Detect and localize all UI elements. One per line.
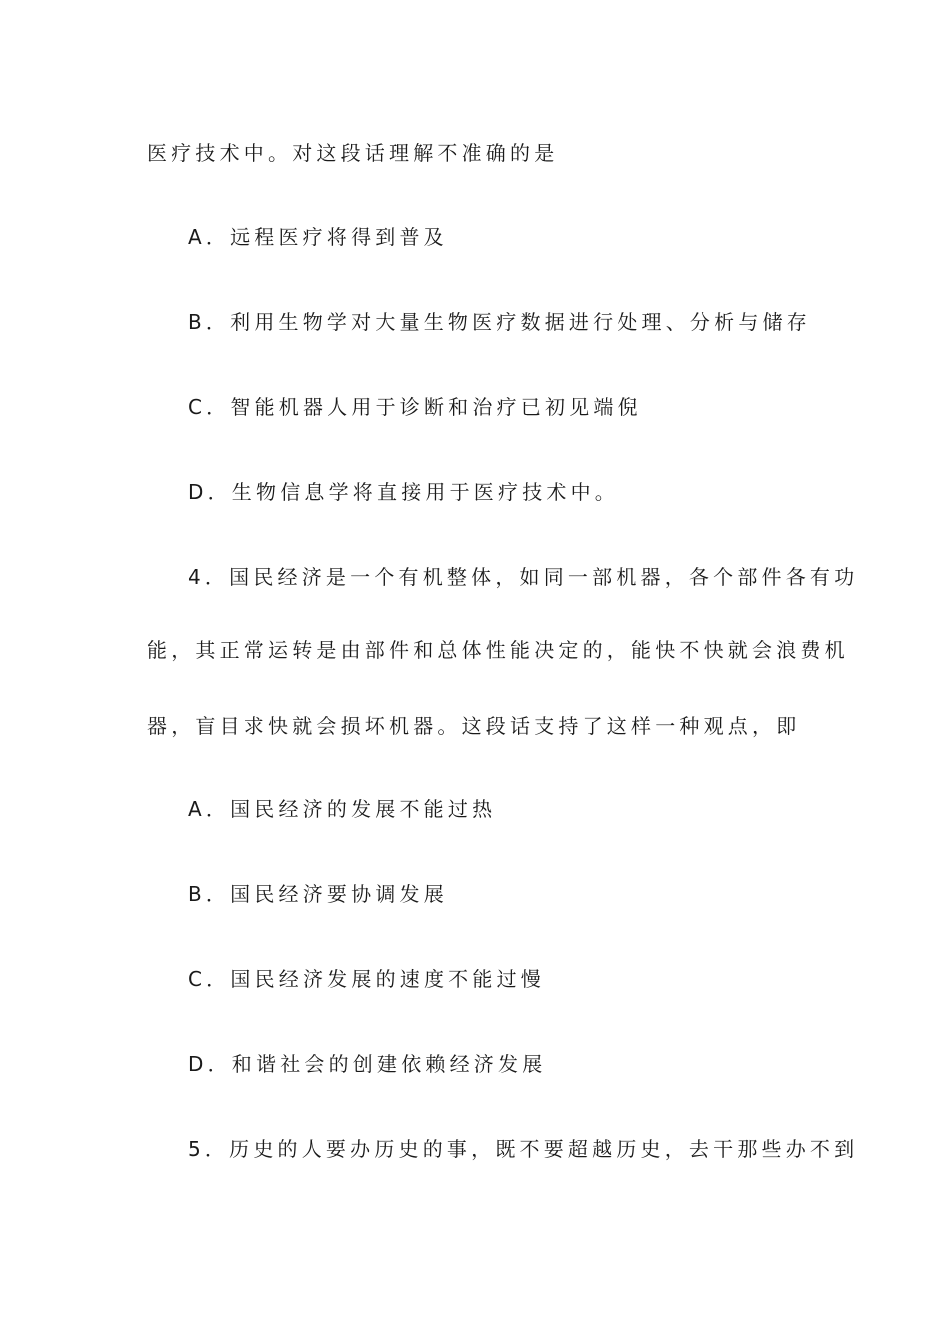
- question-4-stem-line-2: 能，其正常运转是由部件和总体性能决定的，能快不快就会浪费机: [147, 638, 849, 662]
- question-3-option-d: D．生物信息学将直接用于医疗技术中。: [188, 480, 620, 504]
- question-3-option-c: C．智能机器人用于诊断和治疗已初见端倪: [188, 395, 642, 419]
- question-3-option-b: B．利用生物学对大量生物医疗数据进行处理、分析与储存: [188, 310, 811, 334]
- question-3-option-a: A．远程医疗将得到普及: [188, 225, 448, 249]
- question-4-option-b: B．国民经济要协调发展: [188, 882, 448, 906]
- question-3-stem-continuation: 医疗技术中。对这段话理解不准确的是: [147, 141, 559, 165]
- question-4-option-a: A．国民经济的发展不能过热: [188, 797, 497, 821]
- question-4-stem-line-1: 4．国民经济是一个有机整体，如同一部机器，各个部件各有功: [188, 565, 859, 589]
- question-4-option-d: D．和谐社会的创建依赖经济发展: [188, 1052, 547, 1076]
- question-4-option-c: C．国民经济发展的速度不能过慢: [188, 967, 545, 991]
- question-5-stem-line-1: 5．历史的人要办历史的事，既不要超越历史，去干那些办不到: [188, 1137, 859, 1161]
- question-4-stem-line-3: 器，盲目求快就会损坏机器。这段话支持了这样一种观点，即: [147, 714, 801, 738]
